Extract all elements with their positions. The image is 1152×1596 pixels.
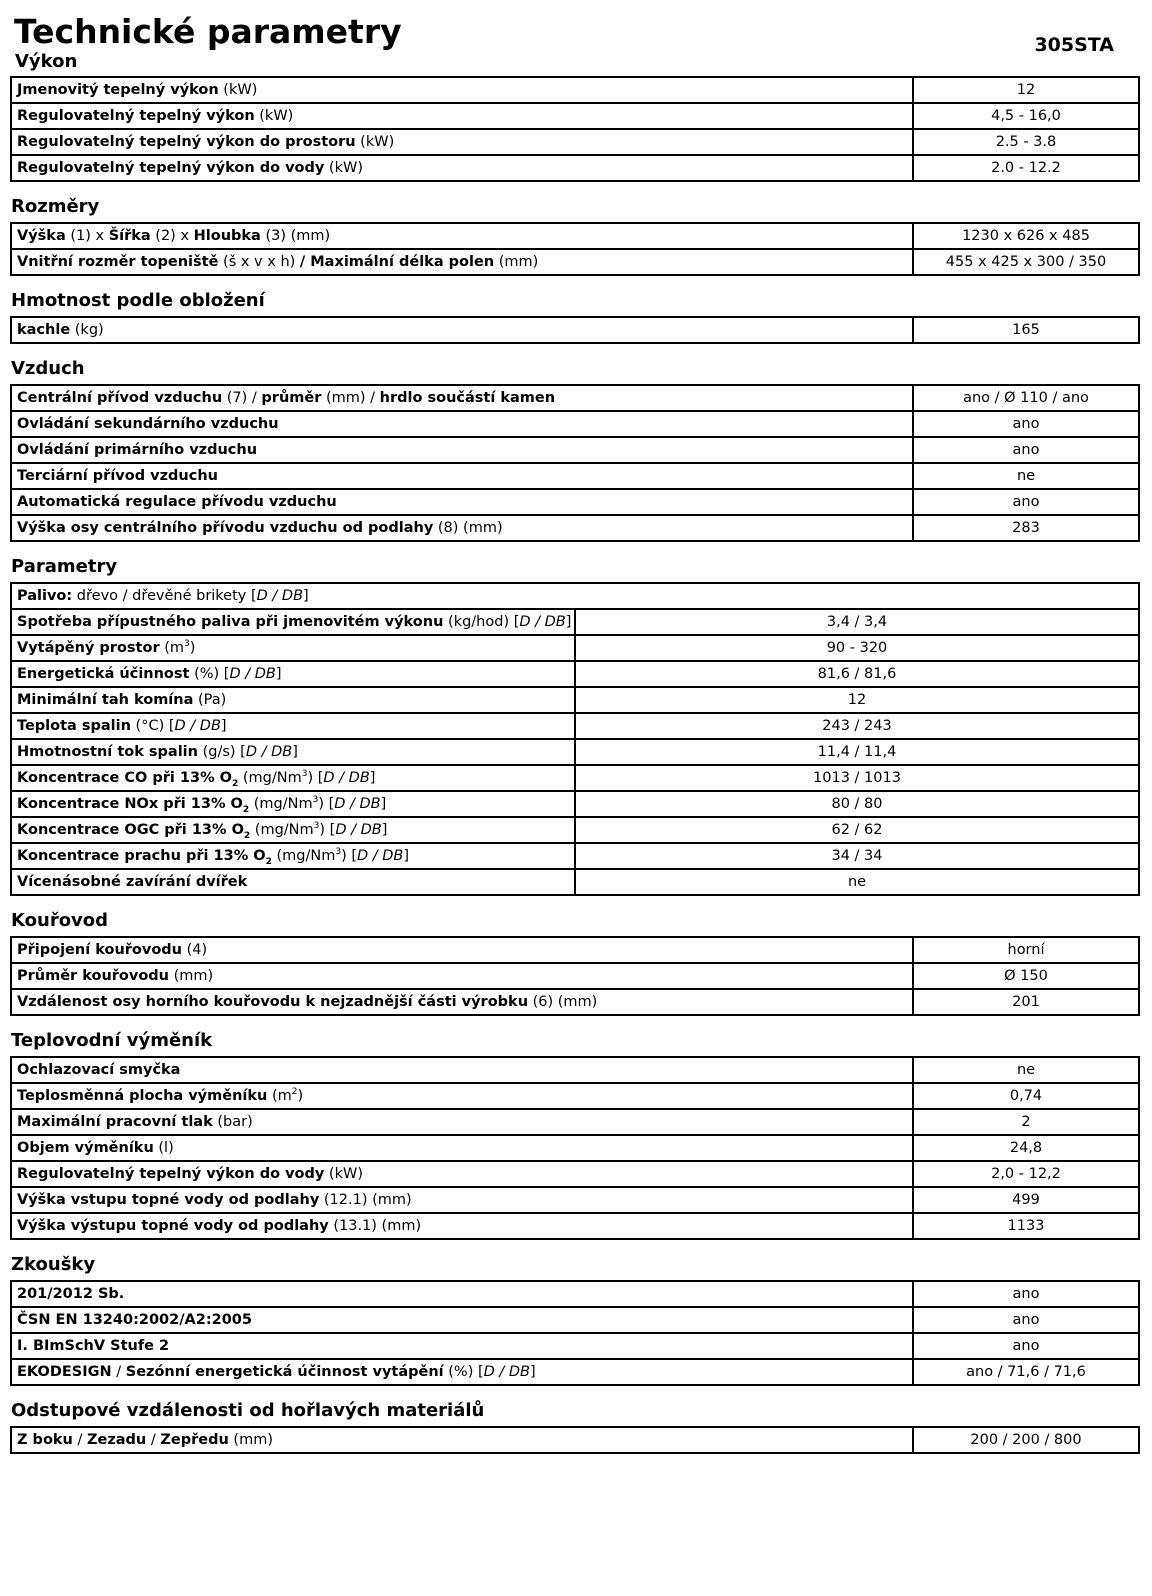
- label-segment: 2: [243, 830, 251, 841]
- parameter-value: 165: [913, 317, 1139, 343]
- label-segment: (2) x: [150, 228, 194, 244]
- spec-table: [10, 582, 1140, 896]
- label-segment: D / DB: [357, 848, 404, 864]
- parameter-value: ne: [913, 1057, 1139, 1083]
- label-segment: (kW): [324, 1166, 363, 1182]
- table-row: [11, 1427, 1139, 1453]
- label-segment: ČSN EN 13240:2002/A2:2005: [17, 1312, 252, 1328]
- label-segment: 3: [301, 769, 308, 780]
- label-segment: (mg/Nm: [249, 796, 313, 812]
- spec-table: [10, 936, 1140, 1016]
- parameter-value: 12: [913, 77, 1139, 103]
- parameter-label: [11, 437, 913, 463]
- table-row: [11, 739, 1139, 765]
- label-segment: 2: [242, 804, 250, 815]
- table-row: [11, 1187, 1139, 1213]
- label-segment: (kg): [70, 322, 104, 338]
- label-segment: ]: [403, 848, 410, 864]
- table-row: [11, 1135, 1139, 1161]
- label-segment: 2: [291, 1087, 298, 1098]
- parameter-label: [11, 1333, 913, 1359]
- parameter-value: Ø 150: [913, 963, 1139, 989]
- parameter-value: 499: [913, 1187, 1139, 1213]
- label-segment: Hmotnostní tok spalin: [17, 744, 198, 760]
- label-segment: I. BImSchV Stufe 2: [17, 1338, 170, 1354]
- label-segment: /: [72, 1432, 87, 1448]
- label-segment: EKODESIGN: [17, 1364, 112, 1380]
- parameter-value: 0,74: [913, 1083, 1139, 1109]
- label-segment: Koncentrace CO při 13% O: [17, 770, 233, 786]
- parameter-value: ano: [913, 437, 1139, 463]
- label-segment: (l): [153, 1140, 174, 1156]
- parameter-value: 1230 x 626 x 485: [913, 223, 1139, 249]
- table-row: [11, 1083, 1139, 1109]
- parameter-label: [11, 963, 913, 989]
- table-row: [11, 843, 1139, 869]
- label-segment: Teplota spalin: [17, 718, 131, 734]
- label-segment: Ovládání primárního vzduchu: [17, 442, 258, 458]
- spec-table: [10, 1426, 1140, 1454]
- label-segment: (Pa): [193, 692, 227, 708]
- table-row: [11, 1333, 1139, 1359]
- parameter-label: [11, 765, 575, 791]
- parameter-label: [11, 583, 1139, 609]
- parameter-label: [11, 1281, 913, 1307]
- label-segment: (kW): [355, 134, 395, 150]
- table-row: [11, 437, 1139, 463]
- label-segment: Koncentrace NOx při 13% O: [17, 796, 243, 812]
- label-segment: (kW): [218, 82, 258, 98]
- section-title: Výkon: [15, 51, 78, 72]
- table-row: [11, 937, 1139, 963]
- label-segment: ]: [292, 744, 298, 760]
- parameter-value: ne: [913, 463, 1139, 489]
- label-segment: hrdlo součástí kamen: [379, 390, 556, 406]
- parameter-value: 24,8: [913, 1135, 1139, 1161]
- label-segment: (3) (mm): [260, 228, 331, 244]
- table-row: [11, 1109, 1139, 1135]
- parameter-label: [11, 1057, 913, 1083]
- label-segment: (mm): [169, 968, 214, 984]
- parameter-label: [11, 129, 913, 155]
- parameter-label: [11, 1213, 913, 1239]
- label-segment: 2: [232, 778, 239, 789]
- parameter-value: 4,5 - 16,0: [913, 103, 1139, 129]
- parameter-value: 12: [575, 687, 1139, 713]
- parameter-label: [11, 463, 913, 489]
- section-title: Hmotnost podle obložení: [11, 290, 265, 311]
- table-row: [11, 249, 1139, 275]
- section-title: Vzduch: [11, 358, 85, 379]
- table-row: [11, 869, 1139, 895]
- label-segment: (12.1) (mm): [319, 1192, 412, 1208]
- table-row: [11, 1281, 1139, 1307]
- label-segment: (%) [: [189, 666, 230, 682]
- parameter-value: 200 / 200 / 800: [913, 1427, 1139, 1453]
- label-segment: 3: [335, 847, 342, 858]
- table-row: [11, 1307, 1139, 1333]
- table-row: [11, 317, 1139, 343]
- parameter-value: 243 / 243: [575, 713, 1139, 739]
- label-segment: ) [: [318, 796, 335, 812]
- label-segment: Ochlazovací smyčka: [17, 1062, 181, 1078]
- label-segment: Vytápěný prostor: [17, 640, 160, 656]
- label-segment: / Maximální délka polen: [299, 254, 495, 270]
- label-segment: D / DB: [519, 614, 566, 630]
- table-row: [11, 1213, 1139, 1239]
- parameter-value: 2.5 - 3.8: [913, 129, 1139, 155]
- parameter-label: [11, 609, 575, 635]
- label-segment: (m: [267, 1088, 292, 1104]
- label-segment: 201/2012 Sb.: [17, 1286, 125, 1302]
- label-segment: ) [: [307, 770, 324, 786]
- label-segment: Jmenovitý tepelný výkon: [17, 82, 219, 98]
- label-segment: Hloubka: [193, 228, 261, 244]
- label-segment: (7) /: [222, 390, 262, 406]
- label-segment: Teplosměnná plocha výměníku: [17, 1088, 268, 1104]
- parameter-label: [11, 661, 575, 687]
- label-segment: (13.1) (mm): [328, 1218, 422, 1234]
- parameter-label: [11, 1161, 913, 1187]
- parameter-value: 1013 / 1013: [575, 765, 1139, 791]
- parameter-value: 455 x 425 x 300 / 350: [913, 249, 1139, 275]
- table-row: [11, 489, 1139, 515]
- label-segment: Výška osy centrálního přívodu vzduchu od podlahy: [17, 520, 434, 536]
- parameter-label: [11, 739, 575, 765]
- parameter-value: 3,4 / 3,4: [575, 609, 1139, 635]
- parameter-value: 62 / 62: [575, 817, 1139, 843]
- table-row: [11, 765, 1139, 791]
- label-segment: D / DB: [256, 588, 304, 604]
- parameter-label: [11, 385, 913, 411]
- label-segment: D / DB: [245, 744, 293, 760]
- parameter-value: 2.0 - 12.2: [913, 155, 1139, 181]
- parameter-label: [11, 1427, 913, 1453]
- label-segment: ]: [275, 666, 282, 682]
- table-row: [11, 223, 1139, 249]
- table-row: [11, 583, 1139, 609]
- label-segment: ) [: [319, 822, 336, 838]
- label-segment: (8) (mm): [433, 520, 503, 536]
- parameter-value: ano: [913, 489, 1139, 515]
- label-segment: Centrální přívod vzduchu: [17, 390, 223, 406]
- table-row: [11, 155, 1139, 181]
- parameter-label: [11, 635, 575, 661]
- table-row: [11, 687, 1139, 713]
- label-segment: Vícenásobné zavírání dvířek: [17, 874, 248, 890]
- label-segment: ): [297, 1088, 304, 1104]
- label-segment: ]: [303, 588, 309, 604]
- table-row: [11, 385, 1139, 411]
- table-row: [11, 129, 1139, 155]
- label-segment: (kW): [324, 160, 363, 176]
- parameter-label: [11, 77, 913, 103]
- table-row: [11, 1161, 1139, 1187]
- label-segment: Ovládání sekundárního vzduchu: [17, 416, 279, 432]
- label-segment: Regulovatelný tepelný výkon do prostoru: [17, 134, 356, 150]
- label-segment: D / DB: [483, 1364, 531, 1380]
- label-segment: (mg/Nm: [250, 822, 314, 838]
- parameter-value: 2: [913, 1109, 1139, 1135]
- label-segment: Maximální pracovní tlak: [17, 1114, 213, 1130]
- label-segment: D / DB: [334, 796, 381, 812]
- parameter-label: [11, 713, 575, 739]
- parameter-value: ano: [913, 1281, 1139, 1307]
- label-segment: D / DB: [323, 770, 370, 786]
- label-segment: Palivo:: [17, 588, 73, 604]
- parameter-label: [11, 869, 575, 895]
- label-segment: (mm): [494, 254, 539, 270]
- page-title: Technické parametry: [14, 12, 402, 51]
- spec-table: [10, 384, 1140, 542]
- label-segment: Terciární přívod vzduchu: [17, 468, 218, 484]
- section-title: Zkoušky: [11, 1254, 96, 1275]
- label-segment: (g/s) [: [197, 744, 246, 760]
- spec-table: [10, 76, 1140, 182]
- label-segment: /: [111, 1364, 126, 1380]
- label-segment: (m: [159, 640, 184, 656]
- label-segment: (kg/hod) [: [443, 614, 520, 630]
- spec-table: [10, 1280, 1140, 1386]
- label-segment: 3: [313, 821, 320, 832]
- table-row: [11, 817, 1139, 843]
- label-segment: (bar): [212, 1114, 253, 1130]
- table-row: [11, 989, 1139, 1015]
- label-segment: Vnitřní rozměr topeniště: [17, 254, 219, 270]
- table-row: [11, 791, 1139, 817]
- label-segment: ): [189, 640, 196, 656]
- label-segment: ]: [565, 614, 572, 630]
- parameter-label: [11, 937, 913, 963]
- table-row: [11, 1057, 1139, 1083]
- parameter-label: [11, 791, 575, 817]
- table-row: [11, 609, 1139, 635]
- label-segment: ) [: [341, 848, 357, 864]
- parameter-label: [11, 103, 913, 129]
- parameter-label: [11, 515, 913, 541]
- label-segment: dřevo / dřevěné brikety [: [72, 588, 257, 604]
- table-row: [11, 463, 1139, 489]
- parameter-value: 81,6 / 81,6: [575, 661, 1139, 687]
- label-segment: Zepředu: [160, 1432, 229, 1448]
- label-segment: průměr: [261, 390, 322, 406]
- table-row: [11, 713, 1139, 739]
- table-row: [11, 411, 1139, 437]
- spec-table: [10, 222, 1140, 276]
- label-segment: Průměr kouřovodu: [17, 968, 170, 984]
- label-segment: Energetická účinnost: [17, 666, 190, 682]
- label-segment: Sezónní energetická účinnost vytápění: [125, 1364, 444, 1380]
- parameter-value: ano: [913, 1307, 1139, 1333]
- label-segment: Zezadu: [86, 1432, 147, 1448]
- label-segment: Výška vstupu topné vody od podlahy: [17, 1192, 320, 1208]
- parameter-label: [11, 1359, 913, 1385]
- label-segment: /: [146, 1432, 161, 1448]
- label-segment: Šířka: [108, 228, 151, 244]
- table-row: [11, 77, 1139, 103]
- section-title: Teplovodní výměník: [11, 1030, 213, 1051]
- label-segment: Koncentrace prachu při 13% O: [17, 848, 266, 864]
- label-segment: ]: [369, 770, 376, 786]
- label-segment: (6) (mm): [528, 994, 598, 1010]
- model-code: 305STA: [1034, 34, 1114, 56]
- label-segment: 2: [265, 856, 272, 867]
- table-row: [11, 661, 1139, 687]
- parameter-value: ano / Ø 110 / ano: [913, 385, 1139, 411]
- label-segment: ]: [380, 796, 387, 812]
- parameter-value: 90 - 320: [575, 635, 1139, 661]
- table-row: [11, 635, 1139, 661]
- label-segment: Regulovatelný tepelný výkon do vody: [17, 1166, 325, 1182]
- parameter-label: [11, 687, 575, 713]
- parameter-label: [11, 989, 913, 1015]
- section-title: Parametry: [11, 556, 118, 577]
- parameter-label: [11, 843, 575, 869]
- label-segment: Koncentrace OGC při 13% O: [17, 822, 244, 838]
- label-segment: (4): [182, 942, 208, 958]
- label-segment: Z boku: [17, 1432, 73, 1448]
- label-segment: Spotřeba přípustného paliva při jmenovitém výkonu: [17, 614, 444, 630]
- parameter-value: ano / 71,6 / 71,6: [913, 1359, 1139, 1385]
- parameter-label: [11, 1109, 913, 1135]
- label-segment: (°C) [: [130, 718, 175, 734]
- section-title: Rozměry: [11, 196, 100, 217]
- parameter-value: 201: [913, 989, 1139, 1015]
- label-segment: Objem výměníku: [17, 1140, 154, 1156]
- table-row: [11, 515, 1139, 541]
- label-segment: (š x v x h): [218, 254, 300, 270]
- section-title: Kouřovod: [11, 910, 109, 931]
- label-segment: kachle: [17, 322, 71, 338]
- parameter-value: ano: [913, 411, 1139, 437]
- parameter-value: 2,0 - 12,2: [913, 1161, 1139, 1187]
- parameter-label: [11, 317, 913, 343]
- label-segment: 3: [312, 795, 319, 806]
- label-segment: ]: [530, 1364, 536, 1380]
- label-segment: ]: [381, 822, 388, 838]
- label-segment: D / DB: [229, 666, 276, 682]
- label-segment: D / DB: [174, 718, 221, 734]
- label-segment: Připojení kouřovodu: [17, 942, 183, 958]
- label-segment: 3: [184, 639, 190, 650]
- label-segment: (mg/Nm: [238, 770, 302, 786]
- label-segment: (kW): [254, 108, 294, 124]
- label-segment: Výška výstupu topné vody od podlahy: [17, 1218, 329, 1234]
- label-segment: Minimální tah komína: [17, 692, 194, 708]
- table-row: [11, 103, 1139, 129]
- parameter-value: ano: [913, 1333, 1139, 1359]
- spec-table: [10, 1056, 1140, 1240]
- label-segment: Regulovatelný tepelný výkon: [17, 108, 255, 124]
- parameter-value: 34 / 34: [575, 843, 1139, 869]
- label-segment: (mg/Nm: [271, 848, 336, 864]
- label-segment: Výška: [17, 228, 66, 244]
- label-segment: (1) x: [65, 228, 109, 244]
- label-segment: (%) [: [443, 1364, 484, 1380]
- spec-sections: [10, 48, 1140, 1464]
- parameter-value: horní: [913, 937, 1139, 963]
- parameter-label: [11, 155, 913, 181]
- parameter-label: [11, 1187, 913, 1213]
- parameter-label: [11, 1135, 913, 1161]
- label-segment: D / DB: [335, 822, 382, 838]
- parameter-label: [11, 1307, 913, 1333]
- label-segment: Automatická regulace přívodu vzduchu: [17, 494, 337, 510]
- section-title: Odstupové vzdálenosti od hořlavých materiálů: [11, 1400, 485, 1421]
- parameter-value: 283: [913, 515, 1139, 541]
- parameter-label: [11, 489, 913, 515]
- parameter-value: 11,4 / 11,4: [575, 739, 1139, 765]
- label-segment: (mm) /: [321, 390, 380, 406]
- table-row: [11, 963, 1139, 989]
- parameter-label: [11, 249, 913, 275]
- label-segment: ]: [220, 718, 227, 734]
- parameter-label: [11, 223, 913, 249]
- parameter-value: ne: [575, 869, 1139, 895]
- table-row: [11, 1359, 1139, 1385]
- parameter-label: [11, 817, 575, 843]
- parameter-label: [11, 411, 913, 437]
- parameter-label: [11, 1083, 913, 1109]
- label-segment: (mm): [228, 1432, 273, 1448]
- label-segment: Regulovatelný tepelný výkon do vody: [17, 160, 325, 176]
- parameter-value: 80 / 80: [575, 791, 1139, 817]
- spec-table: [10, 316, 1140, 344]
- label-segment: Vzdálenost osy horního kouřovodu k nejzadnější části výrobku: [17, 994, 529, 1010]
- parameter-value: 1133: [913, 1213, 1139, 1239]
